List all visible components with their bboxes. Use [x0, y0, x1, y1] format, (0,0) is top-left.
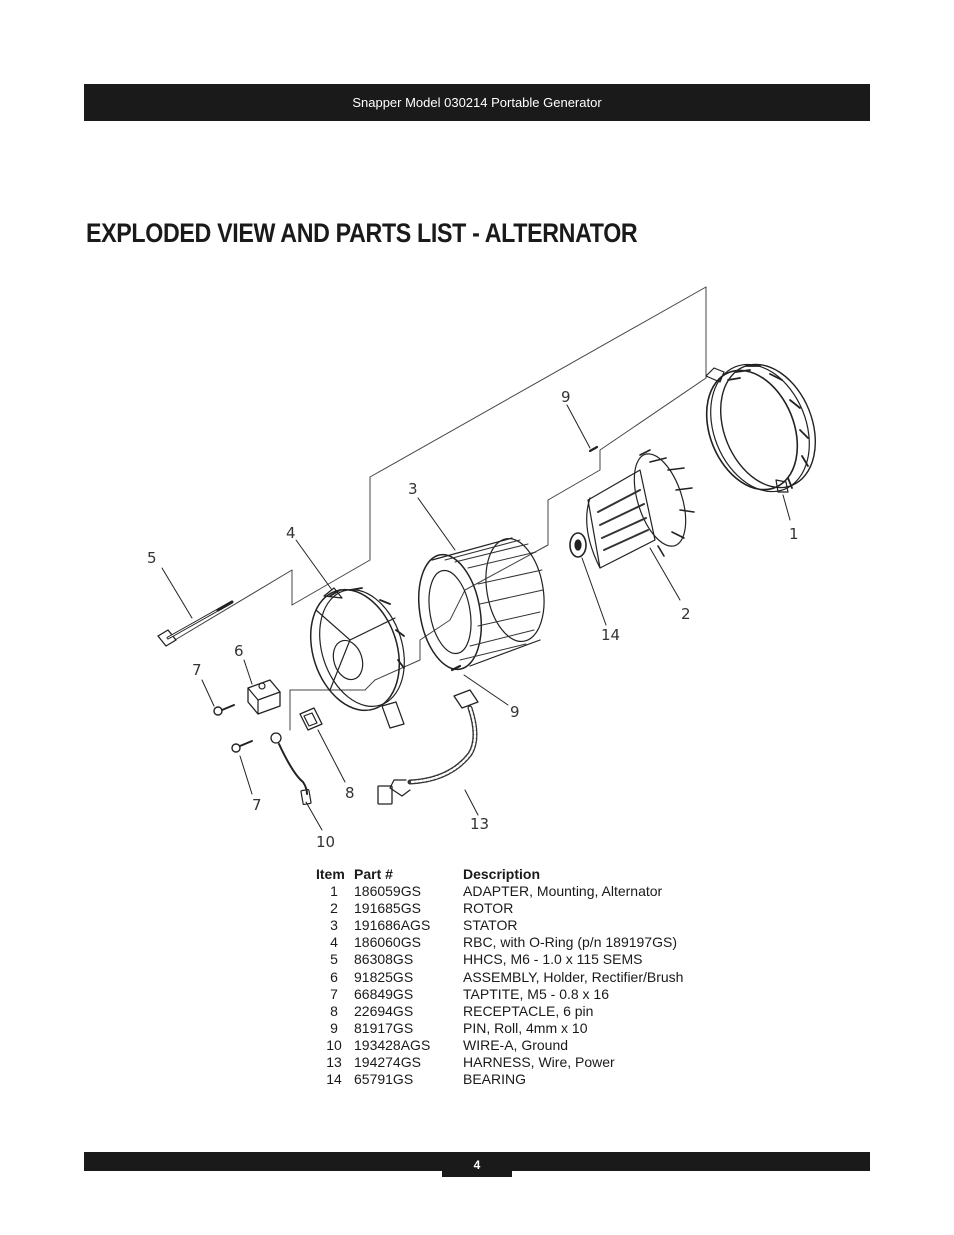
header-bar [84, 84, 870, 121]
callout-labels [147, 388, 799, 851]
page-number: 4 [473, 1157, 481, 1172]
item-cell: 14 [326, 1071, 342, 1088]
part-cell: 65791GS [354, 1071, 414, 1088]
callout-13: 13 [470, 815, 490, 833]
table-row [316, 986, 693, 1003]
part-cell: 191686AGS [354, 917, 431, 934]
item-cell: 2 [330, 900, 338, 917]
description-cell: HARNESS, Wire, Power [463, 1054, 615, 1071]
assembly-guide-lines [175, 287, 706, 730]
exploded-view-diagram [130, 270, 830, 860]
description-cell: ADAPTER, Mounting, Alternator [463, 883, 663, 900]
description-cell: WIRE-A, Ground [463, 1036, 569, 1053]
part-receptacle [300, 708, 322, 730]
part-cell: 91825GS [354, 968, 414, 985]
parts-list-table [316, 866, 693, 1088]
callout-8: 8 [345, 784, 355, 802]
part-cell: 81917GS [354, 1019, 414, 1036]
table-row [316, 969, 693, 986]
header-part: Part # [354, 866, 393, 882]
callout-1: 1 [789, 525, 799, 543]
callout-6: 6 [234, 642, 244, 660]
part-wire-harness [378, 690, 478, 804]
leader-lines [162, 405, 790, 830]
callout-7a: 7 [192, 661, 202, 679]
part-cell: 66849GS [354, 985, 414, 1002]
part-roll-pins [452, 447, 597, 670]
description-cell: PIN, Roll, 4mm x 10 [463, 1019, 588, 1036]
description-cell: ASSEMBLY, Holder, Rectifier/Brush [463, 968, 684, 985]
callout-10: 10 [316, 833, 336, 851]
table-row [316, 1071, 693, 1088]
page-number-tab [442, 1152, 512, 1177]
item-cell: 1 [330, 883, 338, 900]
callout-14: 14 [601, 626, 621, 644]
item-cell: 6 [330, 968, 338, 985]
part-cell: 186060GS [354, 934, 421, 951]
callout-3: 3 [408, 480, 418, 498]
page-title: EXPLODED VIEW AND PARTS LIST - ALTERNATOR [86, 218, 638, 248]
description-cell: ROTOR [463, 900, 514, 917]
description-cell: RECEPTACLE, 6 pin [463, 1002, 594, 1019]
part-cell: 194274GS [354, 1054, 421, 1071]
callout-5: 5 [147, 549, 157, 567]
table-row [316, 951, 693, 968]
description-cell: RBC, with O-Ring (p/n 189197GS) [463, 934, 677, 951]
table-row [316, 934, 693, 951]
item-cell: 7 [330, 985, 338, 1002]
part-rbc [296, 578, 419, 728]
description-cell: STATOR [463, 917, 518, 934]
callout-7b: 7 [252, 796, 262, 814]
description-cell: TAPTITE, M5 - 0.8 x 16 [463, 985, 610, 1002]
item-cell: 9 [330, 1019, 338, 1036]
table-row [316, 1003, 693, 1020]
description-cell: HHCS, M6 - 1.0 x 115 SEMS [463, 951, 643, 968]
item-cell: 4 [330, 934, 338, 951]
item-cell: 5 [330, 951, 338, 968]
description-cell: BEARING [463, 1071, 527, 1088]
part-cell: 22694GS [354, 1002, 414, 1019]
table-row [316, 1037, 693, 1054]
callout-4: 4 [286, 524, 296, 542]
part-rotor [570, 448, 696, 568]
item-cell: 8 [330, 1002, 338, 1019]
callout-9b: 9 [510, 703, 520, 721]
table-row [316, 917, 693, 934]
callout-9a: 9 [561, 388, 571, 406]
part-ground-wire [271, 733, 311, 805]
table-row [316, 900, 693, 917]
part-bolt [158, 602, 232, 646]
table-row [316, 1020, 693, 1037]
table-row [316, 883, 693, 900]
part-cell: 193428AGS [354, 1036, 431, 1053]
header-title: Snapper Model 030214 Portable Generator [352, 95, 602, 110]
header-description: Description [463, 866, 541, 882]
item-cell: 10 [326, 1036, 342, 1053]
item-cell: 3 [330, 917, 338, 934]
callout-2: 2 [681, 605, 691, 623]
part-screws [214, 705, 252, 752]
part-brush-holder [248, 680, 280, 714]
item-cell: 13 [326, 1054, 342, 1071]
part-adapter-mounting [690, 350, 830, 507]
part-cell: 191685GS [354, 900, 421, 917]
header-item: Item [316, 866, 345, 882]
part-cell: 86308GS [354, 951, 414, 968]
parts-list-header-row [316, 866, 693, 883]
table-row [316, 1054, 693, 1071]
part-cell: 186059GS [354, 883, 421, 900]
